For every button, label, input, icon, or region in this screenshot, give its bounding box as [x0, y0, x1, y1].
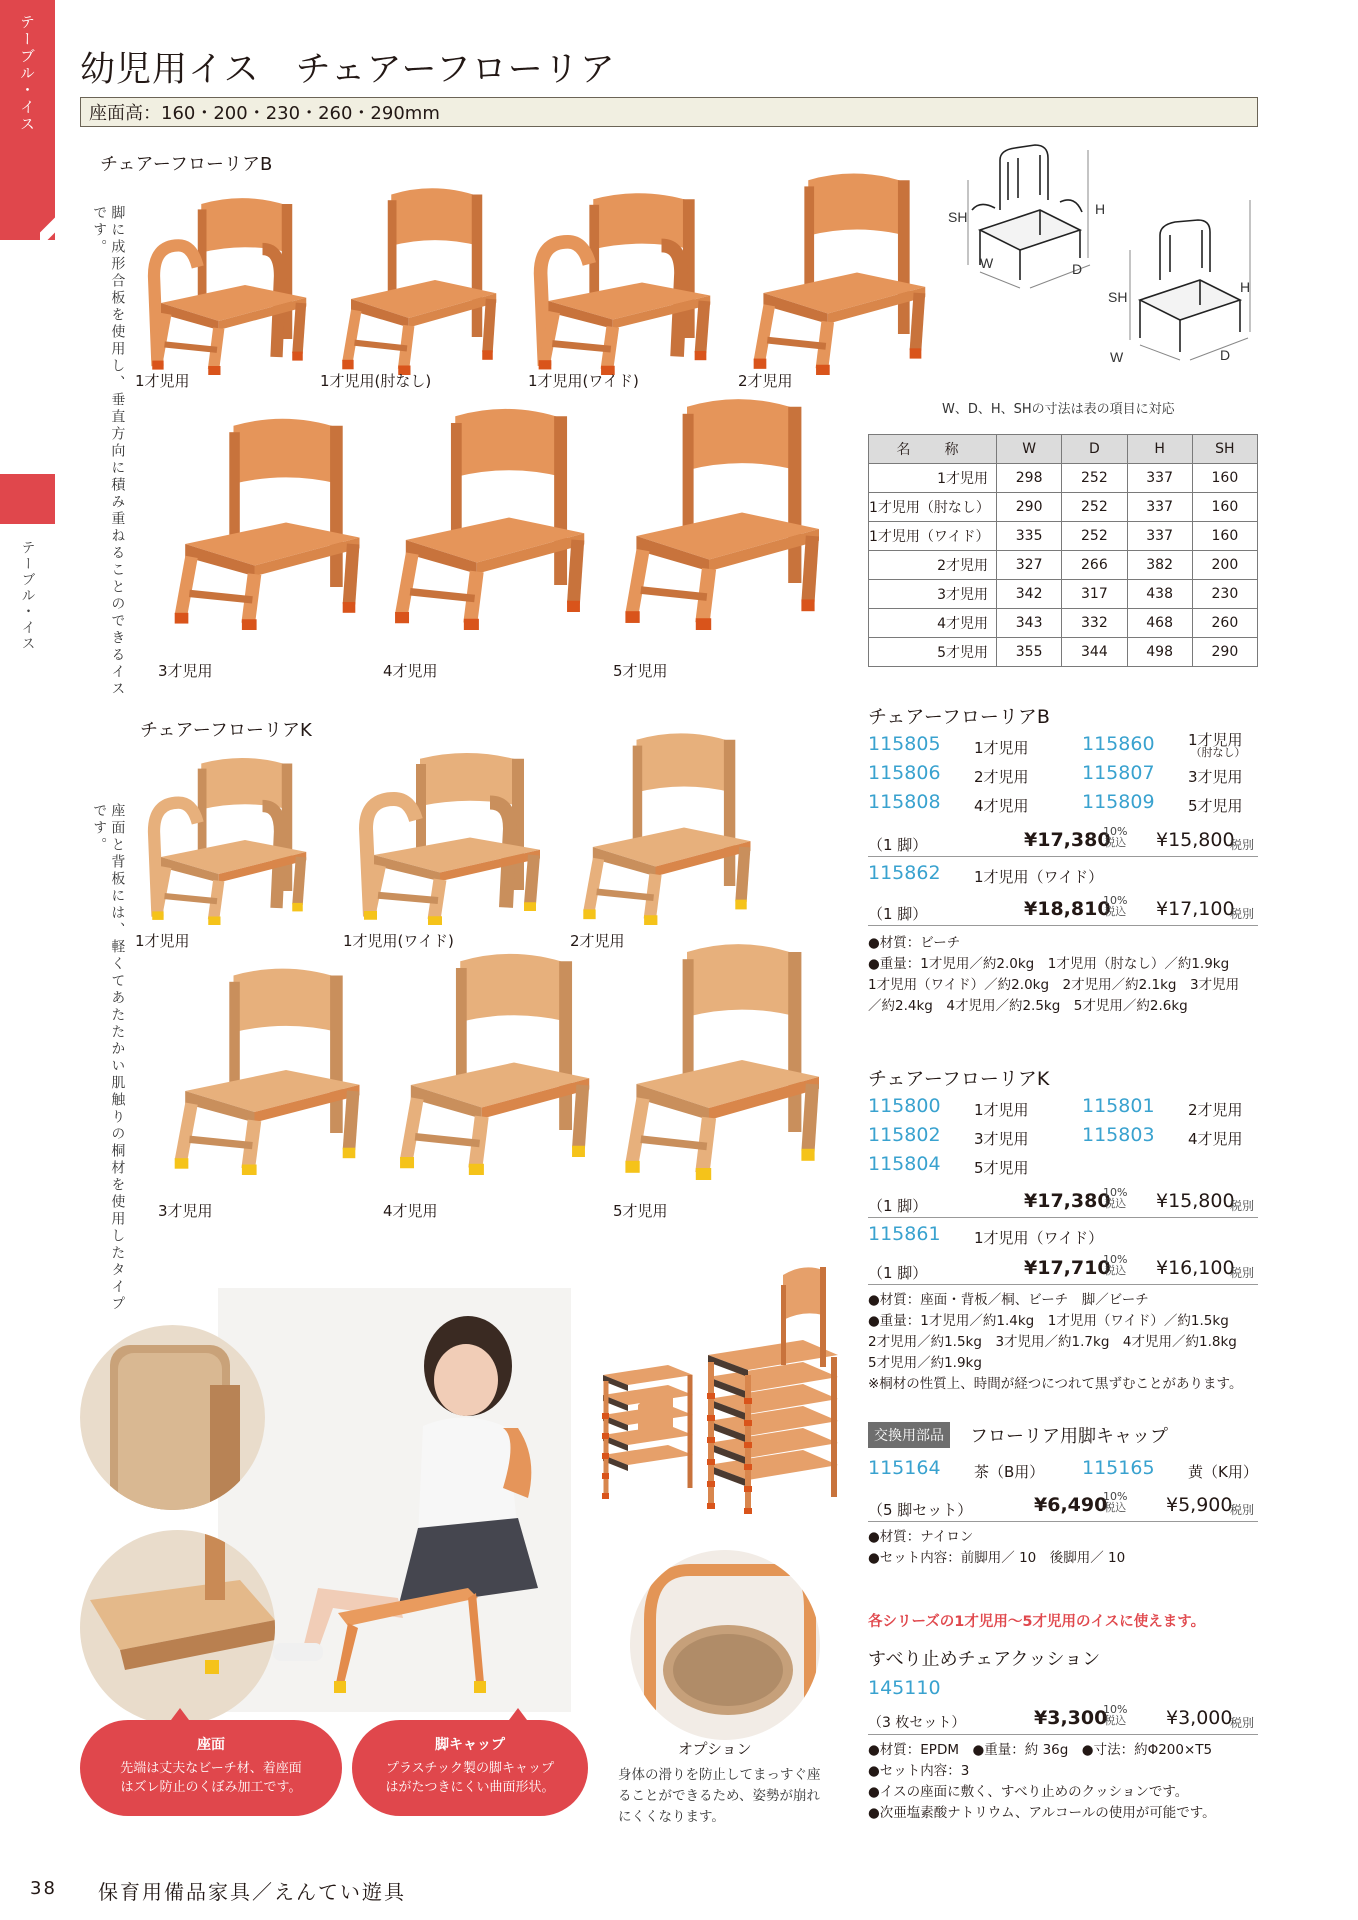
code-115808[interactable]: 115808: [868, 791, 941, 813]
page-title: 幼児用イス チェアーフローリア: [80, 50, 616, 90]
divider: [868, 1734, 1258, 1735]
diagram-w-1: W: [980, 255, 994, 271]
cap-feature-bubble: 脚キャップ プラスチック製の脚キャップはがたつきにくい曲面形状。: [352, 1720, 588, 1816]
caps-price-excl: ¥5,900: [1166, 1494, 1233, 1516]
side-index-label: テーブル・イス: [19, 540, 36, 652]
series-k-label: チェアーフローリアK: [140, 720, 312, 741]
product-b-name-4: 4才児用: [974, 797, 1029, 815]
table-cell: 252: [1062, 522, 1127, 551]
table-cell: 160: [1192, 493, 1257, 522]
table-row: [869, 464, 1258, 493]
caption-b-1: 1才児用: [135, 372, 190, 390]
product-b-specs: ●材質：ビーチ ●重量：1才児用／約2.0kg 1才児用（肘なし）／約1.9kg 1才児用（ワイド）／約2.0kg 2才児用／約2.1kg 3才児用 ／約2.4kg 4才児用／約2.5kg 5才児用／約2.6kg: [868, 935, 1240, 1014]
tax-incl-label: 10% 税込: [1103, 1703, 1128, 1727]
chair-k-2: [570, 730, 760, 929]
chair-b-1-wide: [525, 190, 720, 379]
cushion-unit: （3 枚セット）: [868, 1715, 966, 1731]
caption-b-5: 5才児用: [613, 662, 668, 680]
table-cell: 337: [1127, 464, 1192, 493]
caps-specs: ●材質：ナイロン ●セット内容：前脚用／ 10 後脚用／ 10: [868, 1529, 1126, 1566]
table-cell: 355: [997, 638, 1062, 667]
diagram-sh-1: SH: [948, 209, 968, 225]
caption-b-3: 3才児用: [158, 662, 213, 680]
caps-name-0: 茶（B用）: [974, 1463, 1045, 1481]
table-header: SH: [1192, 435, 1257, 464]
series-b-label: チェアーフローリアB: [100, 154, 273, 175]
chair-b-1: [140, 195, 315, 379]
product-b-price-excl: ¥15,800: [1156, 829, 1235, 851]
code-115802[interactable]: 115802: [868, 1124, 941, 1146]
table-cell: 1才児用（肘なし）: [869, 493, 997, 522]
product-b-wide-name: 1才児用（ワイド）: [974, 868, 1104, 886]
table-cell: 343: [997, 609, 1062, 638]
chair-k-1: [140, 755, 315, 929]
table-row: [869, 493, 1258, 522]
cushion-price-excl: ¥3,000: [1166, 1707, 1233, 1729]
code-115801[interactable]: 115801: [1082, 1095, 1155, 1117]
chair-k-1-wide: [350, 750, 550, 929]
footer-title: 保育用備品家具／えんてい遊具: [98, 1880, 406, 1904]
product-k-specs: ●材質：座面・背板／桐、ビーチ 脚／ビーチ ●重量：1才児用／約1.4kg 1才児用（ワイド）／約1.5kg 2才児用／約1.5kg 3才児用／約1.7kg 4才児用／約1.8kg 5才児用／約1.9kg ※桐材の性質上、時間が経つにつれて黒ずむことがあります。: [868, 1292, 1243, 1392]
table-cell: 2才児用: [869, 551, 997, 580]
diagram-h-2: H: [1240, 279, 1251, 295]
product-b-wide-price-incl: ¥18,810: [1024, 898, 1111, 920]
table-row: [869, 638, 1258, 667]
dimension-diagram: [940, 140, 1260, 380]
caption-k-3: 3才児用: [158, 1202, 213, 1220]
tax-incl-label: 10% 税込: [1103, 1490, 1128, 1514]
product-k-unit: （1 脚）: [868, 1197, 928, 1215]
table-cell: 266: [1062, 551, 1127, 580]
code-115862[interactable]: 115862: [868, 862, 941, 884]
code-115800[interactable]: 115800: [868, 1095, 941, 1117]
chair-b-5: [610, 395, 830, 634]
caps-price-incl: ¥6,490: [1034, 1494, 1108, 1516]
series-b-note: 脚に成形合板を使用し、垂直方向に積み重ねることのできるイスです。: [91, 205, 126, 698]
table-cell: 200: [1192, 551, 1257, 580]
product-b-name-2: 2才児用: [974, 768, 1029, 786]
cushion-notice: 各シリーズの1才児用～5才児用のイスに使えます。: [868, 1614, 1206, 1630]
caption-k-4: 4才児用: [383, 1202, 438, 1220]
tax-incl-label: 10% 税込: [1103, 1253, 1128, 1277]
stacked-chair: [707, 1450, 838, 1514]
seat-height-bar: 座面高：160・200・230・260・290mm: [80, 97, 1258, 127]
table-cell: 382: [1127, 551, 1192, 580]
divider: [868, 856, 1258, 857]
table-row: [869, 522, 1258, 551]
chair-b-2: [740, 170, 935, 379]
product-k-wide-name: 1才児用（ワイド）: [974, 1229, 1104, 1247]
table-header: W: [997, 435, 1062, 464]
seat-feature-bubble: 座面 先端は丈夫なビーチ材、着座面はズレ防止のくぼみ加工です。: [80, 1720, 342, 1816]
stacked-chair-small: [602, 1445, 693, 1499]
chair-b-3: [160, 415, 370, 634]
table-cell: 160: [1192, 464, 1257, 493]
product-b-name-5: 5才児用: [1188, 797, 1243, 815]
bubble-pointer: [171, 1708, 189, 1720]
side-tab-top[interactable]: テーブル・イス: [0, 0, 55, 240]
table-cell: 1才児用（ワイド）: [869, 522, 997, 551]
table-cell: 498: [1127, 638, 1192, 667]
product-b-name-3: 3才児用: [1188, 768, 1243, 786]
product-k-wide-price-incl: ¥17,710: [1024, 1257, 1111, 1279]
product-k-name-4: 5才児用: [974, 1159, 1029, 1177]
table-row: [869, 551, 1258, 580]
tax-excl-label: 税別: [1230, 838, 1255, 852]
product-k-price-excl: ¥15,800: [1156, 1190, 1235, 1212]
table-cell: 438: [1127, 580, 1192, 609]
stacked-chairs-image: [598, 1255, 843, 1535]
table-cell: 344: [1062, 638, 1127, 667]
table-cell: 337: [1127, 522, 1192, 551]
caption-k-2: 2才児用: [570, 932, 625, 950]
caps-title: フローリア用脚キャップ: [970, 1426, 1168, 1447]
replacement-parts-badge: 交換用部品: [868, 1422, 950, 1448]
caption-k-5: 5才児用: [613, 1202, 668, 1220]
table-header: 名 称: [869, 435, 997, 464]
diagram-h-1: H: [1095, 201, 1106, 217]
chair-b-4: [380, 405, 595, 634]
table-cell: 332: [1062, 609, 1127, 638]
cushion-option-circle: [630, 1550, 820, 1740]
product-b-wide-price-excl: ¥17,100: [1156, 898, 1235, 920]
table-cell: 160: [1192, 522, 1257, 551]
product-b-price-incl: ¥17,380: [1024, 829, 1111, 851]
product-k-name-1: 2才児用: [1188, 1101, 1243, 1119]
table-cell: 1才児用: [869, 464, 997, 493]
page-number: 38: [30, 1878, 57, 1899]
caption-b-1-noarm: 1才児用(肘なし): [320, 372, 432, 390]
table-cell: 335: [997, 522, 1062, 551]
code-115809[interactable]: 115809: [1082, 791, 1155, 813]
code-115805[interactable]: 115805: [868, 733, 941, 755]
chair-k-5: [610, 940, 830, 1184]
cushion-price-incl: ¥3,300: [1034, 1707, 1108, 1729]
option-label: オプション: [678, 1740, 752, 1758]
table-cell: 252: [1062, 493, 1127, 522]
divider: [868, 1217, 1258, 1218]
detail-circle-backrest: [80, 1325, 265, 1510]
code-115804[interactable]: 115804: [868, 1153, 941, 1175]
divider: [868, 1284, 1258, 1285]
table-cell: 327: [997, 551, 1062, 580]
product-b-name-1: 1才児用: [1188, 731, 1243, 749]
table-cell: 4才児用: [869, 609, 997, 638]
code-115860[interactable]: 115860: [1082, 733, 1155, 755]
product-k-name-0: 1才児用: [974, 1101, 1029, 1119]
table-cell: 3才児用: [869, 580, 997, 609]
table-cell: 260: [1192, 609, 1257, 638]
cushion-title: すべり止めチェアクッション: [868, 1649, 1101, 1670]
option-text: 身体の滑りを防止してまっすぐ座ることができるため、姿勢が崩れにくくなります。: [618, 1767, 821, 1825]
code-115803[interactable]: 115803: [1082, 1124, 1155, 1146]
table-cell: 252: [1062, 464, 1127, 493]
divider: [868, 1521, 1258, 1522]
product-k-name-3: 4才児用: [1188, 1130, 1243, 1148]
cushion-specs: ●材質：EPDM ●重量：約 36g ●寸法：約Φ200×T5 ●セット内容：3 ●イスの座面に敷く、すべり止めのクッションです。 ●次亜塩素酸ナトリウム、アルコールの使用が可能です。: [868, 1742, 1216, 1821]
table-cell: 298: [997, 464, 1062, 493]
tax-excl-label: 税別: [1230, 907, 1255, 921]
chair-b-1-noarm: [330, 185, 505, 379]
table-header: H: [1127, 435, 1192, 464]
product-k-title: チェアーフローリアK: [868, 1068, 1050, 1090]
diagram-w-2: W: [1110, 349, 1124, 365]
divider: [868, 925, 1258, 926]
tax-incl-label: 10% 税込: [1103, 894, 1128, 918]
product-b-title: チェアーフローリアB: [868, 706, 1050, 728]
tax-excl-label: 税別: [1230, 1266, 1255, 1280]
tax-incl-label: 10% 税込: [1103, 825, 1128, 849]
table-cell: 290: [997, 493, 1062, 522]
side-index-marker[interactable]: [0, 474, 55, 524]
code-145110[interactable]: 145110: [868, 1677, 941, 1699]
diagram-note: W、D、H、SHの寸法は表の項目に対応: [942, 402, 1175, 417]
tax-excl-label: 税別: [1230, 1199, 1255, 1213]
caption-k-1-wide: 1才児用(ワイド): [343, 932, 454, 950]
product-k-price-incl: ¥17,380: [1024, 1190, 1111, 1212]
tax-excl-label: 税別: [1230, 1716, 1255, 1730]
code-115806[interactable]: 115806: [868, 762, 941, 784]
table-cell: 342: [997, 580, 1062, 609]
table-header: D: [1062, 435, 1127, 464]
diagram-sh-2: SH: [1108, 289, 1128, 305]
diagram-d-1: D: [1072, 261, 1083, 277]
caps-name-1: 黄（K用）: [1188, 1463, 1258, 1481]
code-115165[interactable]: 115165: [1082, 1457, 1155, 1479]
chair-k-3: [160, 965, 370, 1179]
product-k-wide-price-excl: ¥16,100: [1156, 1257, 1235, 1279]
product-b-name-0: 1才児用: [974, 739, 1029, 757]
chair-k-4: [385, 950, 600, 1179]
code-115807[interactable]: 115807: [1082, 762, 1155, 784]
caption-b-1-wide: 1才児用(ワイド): [528, 372, 639, 390]
product-k-name-2: 3才児用: [974, 1130, 1029, 1148]
table-row: [869, 609, 1258, 638]
series-k-note: 座面と背板には、軽くてあたたかい肌触りの桐材を使用したタイプです。: [91, 803, 126, 1313]
tax-excl-label: 税別: [1230, 1503, 1255, 1517]
table-cell: 5才児用: [869, 638, 997, 667]
table-cell: 468: [1127, 609, 1192, 638]
caption-k-1: 1才児用: [135, 932, 190, 950]
product-k-wide-unit: （1 脚）: [868, 1264, 928, 1282]
product-b-unit: （1 脚）: [868, 836, 928, 854]
table-row: [869, 580, 1258, 609]
caps-unit: （5 脚セット）: [868, 1501, 973, 1519]
caption-b-2: 2才児用: [738, 372, 793, 390]
bubble-pointer: [509, 1708, 527, 1720]
caption-b-4: 4才児用: [383, 662, 438, 680]
dimension-table: [868, 434, 1258, 667]
product-b-name-1-sub: （肘なし）: [1190, 746, 1246, 759]
detail-circle-seat: [80, 1530, 275, 1725]
diagram-d-2: D: [1220, 347, 1231, 363]
product-b-wide-unit: （1 脚）: [868, 905, 928, 923]
table-cell: 337: [1127, 493, 1192, 522]
table-cell: 230: [1192, 580, 1257, 609]
table-cell: 290: [1192, 638, 1257, 667]
tax-incl-label: 10% 税込: [1103, 1186, 1128, 1210]
code-115164[interactable]: 115164: [868, 1457, 941, 1479]
table-cell: 317: [1062, 580, 1127, 609]
code-115861[interactable]: 115861: [868, 1223, 941, 1245]
